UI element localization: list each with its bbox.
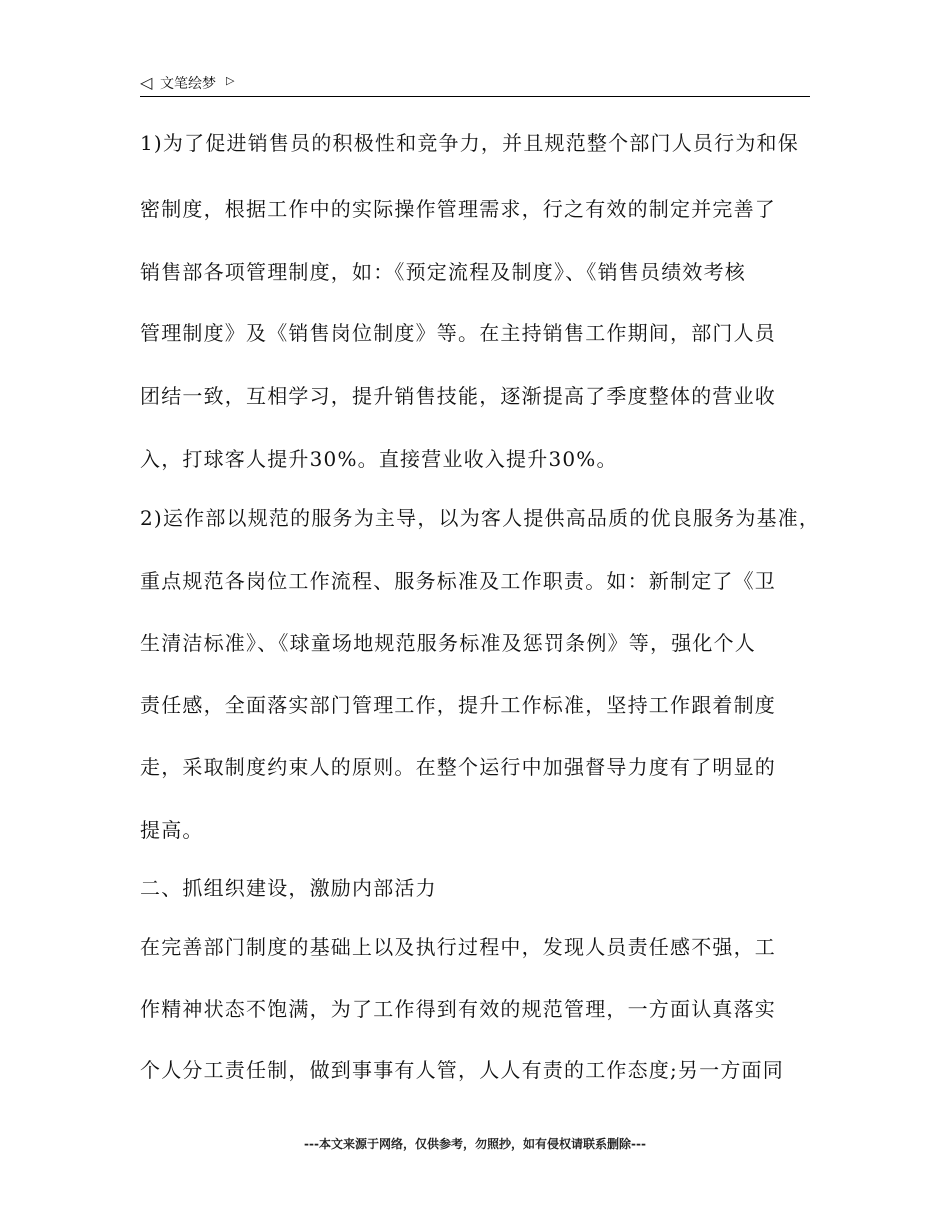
text-line: 提高。 [140,818,204,842]
text-line: 重点规范各岗位工作流程、服务标准及工作职责。如：新制定了《卫 [140,569,776,593]
text-line: 入，打球客人提升30%。直接营业收入提升30%。 [140,447,618,471]
text-line: 作精神状态不饱满，为了工作得到有效的规范管理，一方面认真落实 [140,997,776,1021]
section-heading: 二、抓组织建设，激励内部活力 [140,876,437,900]
text-line: 2)运作部以规范的服务为主导，以为客人提供高品质的优良服务为基准， [140,506,821,530]
text-line: 管理制度》及《销售岗位制度》等。在主持销售工作期间，部门人员 [140,321,776,345]
text-line: 生清洁标准》、《球童场地规范服务标准及惩罚条例》等，强化个人 [140,631,756,655]
text-line: 销售部各项管理制度，如：《预定流程及制度》、《销售员绩效考核 [140,260,746,284]
text-line: 团结一致，互相学习，提升销售技能，逐渐提高了季度整体的营业收 [140,384,776,408]
triangle-left-icon: ◁ [140,73,153,92]
text-line: 1)为了促进销售员的积极性和竞争力，并且规范整个部门人员行为和保 [140,131,799,155]
page-header [140,72,810,97]
text-line: 个人分工责任制，做到事事有人管，人人有责的工作态度;另一方面同 [140,1058,784,1082]
text-line: 走，采取制度约束人的原则。在整个运行中加强督导力度有了明显的 [140,755,776,779]
text-line: 在完善部门制度的基础上以及执行过程中，发现人员责任感不强，工 [140,935,776,959]
triangle-right-icon: ▷ [226,74,235,87]
text-line: 密制度，根据工作中的实际操作管理需求，行之有效的制定并完善了 [140,197,776,221]
header-title: 文笔绘梦 [160,76,216,92]
page-footer: ---本文来源于网络，仅供参考，勿照抄，如有侵权请联系删除--- [304,1137,646,1151]
text-line: 责任感，全面落实部门管理工作，提升工作标准，坚持工作跟着制度 [140,693,776,717]
